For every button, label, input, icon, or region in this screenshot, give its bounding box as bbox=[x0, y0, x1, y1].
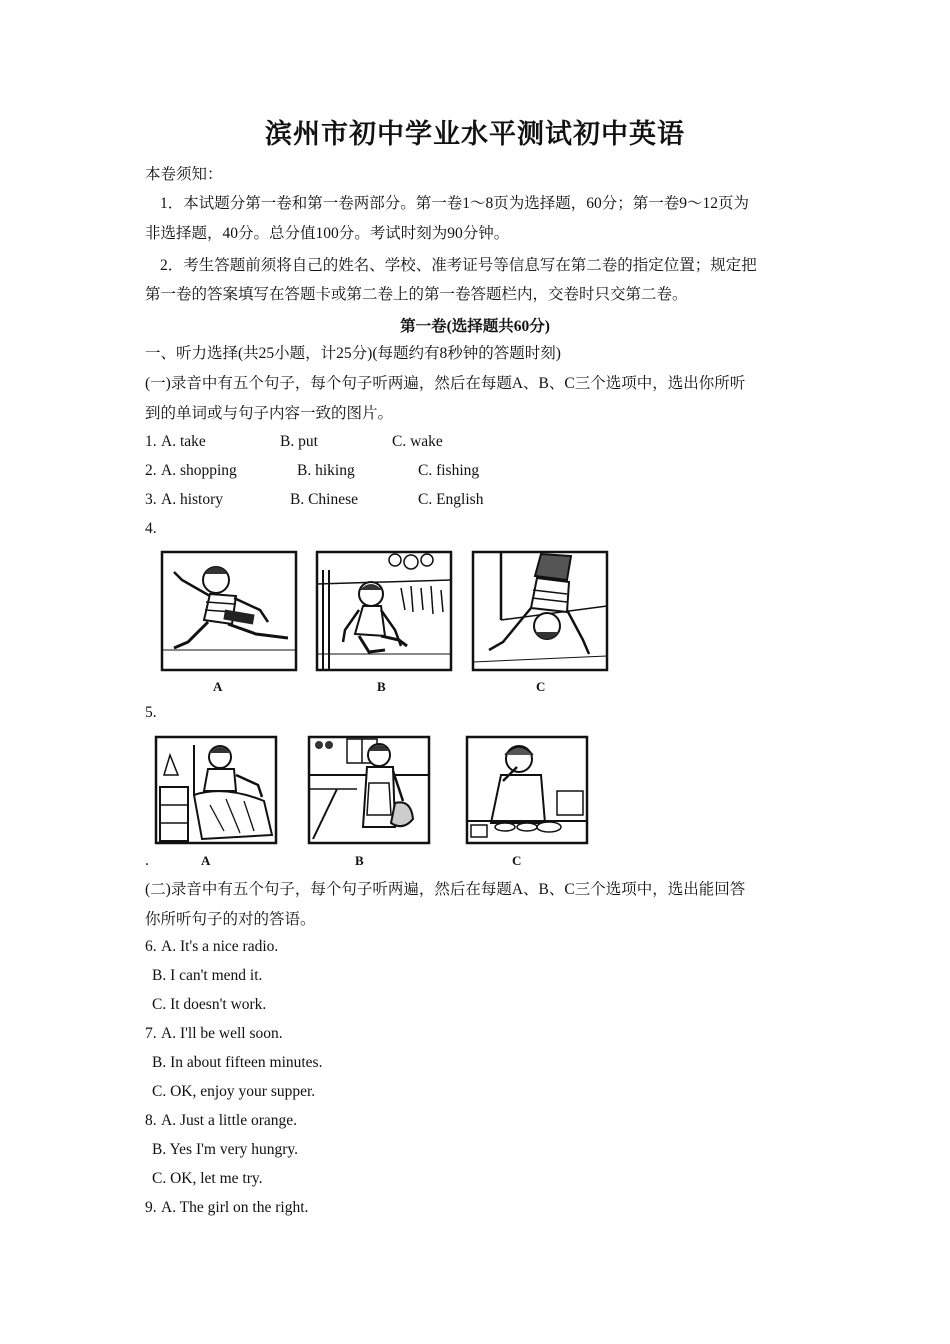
q4-picture-c bbox=[471, 550, 609, 672]
q1-option-c: C. wake bbox=[392, 433, 443, 450]
q4-label-b: B bbox=[377, 679, 386, 694]
q1-option-a: A. take bbox=[161, 433, 206, 450]
sub1-instructions-line-2: 到的单词或与句子内容一致的图片。 bbox=[145, 405, 394, 422]
q9-option-a: A. The girl on the right. bbox=[161, 1199, 309, 1216]
q3-option-c: C. English bbox=[418, 491, 484, 508]
q2-number: 2. bbox=[145, 462, 157, 479]
sub2-instructions-line-2: 你所听句子的对的答语。 bbox=[145, 911, 316, 928]
q6-option-c: C. It doesn't work. bbox=[152, 996, 267, 1013]
q5-label-c: C bbox=[512, 853, 522, 868]
q5-number: 5. bbox=[145, 704, 157, 721]
sub1-instructions-line-1: (一)录音中有五个句子，每个句子听两遍，然后在每题A、B、C三个选项中，选出你所听 bbox=[145, 375, 746, 392]
q4-picture-b bbox=[315, 550, 453, 672]
notice-line-3: 2．考生答题前须将自己的姓名、学校、准考证号等信息写在第二卷的指定位置；规定把 bbox=[160, 257, 757, 274]
q4-picture-a bbox=[160, 550, 298, 672]
q5-picture-a bbox=[154, 735, 278, 845]
q3-option-b: B. Chinese bbox=[290, 491, 359, 508]
q7-option-a: A. I'll be well soon. bbox=[161, 1025, 283, 1042]
section-title: 第一卷(选择题共60分) bbox=[400, 318, 550, 335]
q5-picture-b bbox=[307, 735, 431, 845]
q1-number: 1. bbox=[145, 433, 157, 450]
sub2-instructions-line-1: (二)录音中有五个句子，每个句子听两遍，然后在每题A、B、C三个选项中，选出能回答 bbox=[145, 881, 746, 898]
q6-option-b: B. I can't mend it. bbox=[152, 967, 263, 984]
q5-dot: . bbox=[145, 852, 149, 869]
q4-label-c: C bbox=[536, 679, 546, 694]
q6-number: 6. bbox=[145, 938, 157, 955]
q9-number: 9. bbox=[145, 1199, 157, 1216]
q5-label-a: A bbox=[201, 853, 211, 868]
q7-number: 7. bbox=[145, 1025, 157, 1042]
q8-option-b: B. Yes I'm very hungry. bbox=[152, 1141, 299, 1158]
q2-option-a: A. shopping bbox=[161, 462, 237, 479]
q2-option-c: C. fishing bbox=[418, 462, 480, 479]
q5-picture-c bbox=[465, 735, 589, 845]
notice-line-4: 第一卷的答案填写在答题卡或第二卷上的第一卷答题栏内，交卷时只交第二卷。 bbox=[145, 286, 688, 303]
q7-option-b: B. In about fifteen minutes. bbox=[152, 1054, 323, 1071]
q3-option-a: A. history bbox=[161, 491, 223, 508]
q6-option-a: A. It's a nice radio. bbox=[161, 938, 279, 955]
q8-option-a: A. Just a little orange. bbox=[161, 1112, 298, 1129]
q2-option-b: B. hiking bbox=[297, 462, 355, 479]
q1-option-b: B. put bbox=[280, 433, 318, 450]
notice-line-1: 1．本试题分第一卷和第一卷两部分。第一卷1～8页为选择题，60分；第一卷9～12页为 bbox=[160, 195, 750, 212]
notice-heading: 本卷须知： bbox=[145, 166, 223, 183]
q4-label-a: A bbox=[213, 679, 223, 694]
part1-heading: 一、听力选择(共25小题，计25分)(每题约有8秒钟的答题时刻) bbox=[145, 345, 561, 362]
q3-number: 3. bbox=[145, 491, 157, 508]
page-title: 滨州市初中学业水平测试初中英语 bbox=[265, 119, 685, 150]
q8-number: 8. bbox=[145, 1112, 157, 1129]
q7-option-c: C. OK, enjoy your supper. bbox=[152, 1083, 316, 1100]
q4-number: 4. bbox=[145, 520, 157, 537]
q8-option-c: C. OK, let me try. bbox=[152, 1170, 263, 1187]
notice-line-2: 非选择题，40分。总分值100分。考试时刻为90分钟。 bbox=[145, 225, 510, 242]
q5-label-b: B bbox=[355, 853, 364, 868]
